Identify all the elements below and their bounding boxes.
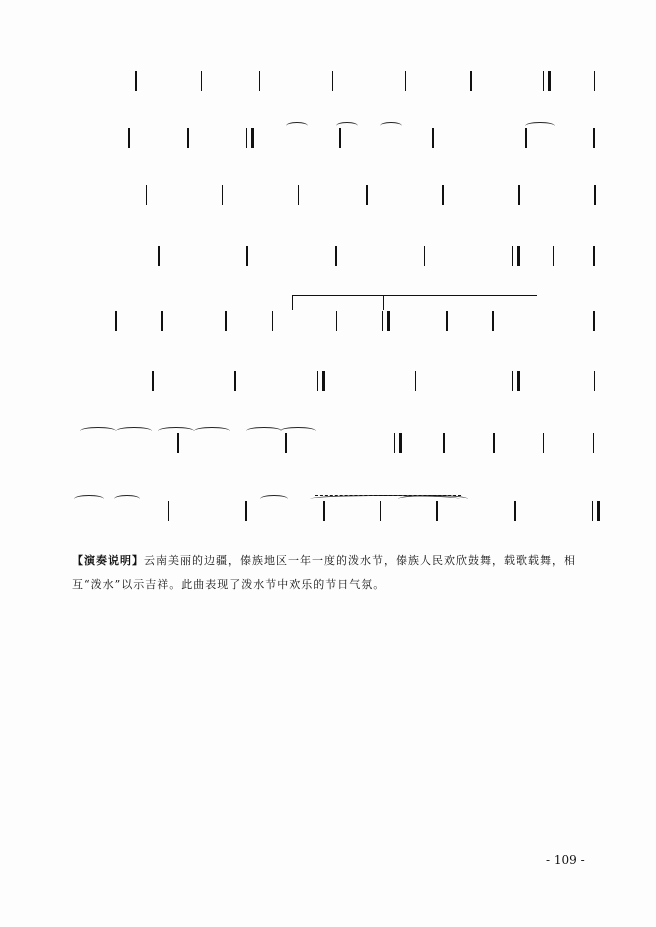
barline bbox=[543, 433, 545, 453]
barline bbox=[335, 246, 337, 266]
volta-bracket bbox=[383, 295, 537, 310]
barline bbox=[245, 501, 247, 521]
barline bbox=[201, 71, 203, 91]
barline bbox=[446, 311, 448, 331]
slur bbox=[398, 495, 468, 503]
barline bbox=[442, 185, 444, 205]
slur bbox=[158, 427, 194, 435]
slur bbox=[380, 122, 402, 130]
barline bbox=[146, 185, 148, 205]
barline bbox=[246, 246, 248, 266]
slur bbox=[260, 495, 288, 503]
barline bbox=[128, 128, 130, 148]
barline bbox=[593, 433, 595, 453]
barline bbox=[424, 246, 426, 266]
slur bbox=[336, 122, 358, 130]
barline bbox=[161, 311, 163, 331]
repeat-barline bbox=[382, 311, 390, 331]
repeat-barline bbox=[317, 371, 325, 391]
barline bbox=[593, 246, 595, 266]
score-system bbox=[0, 225, 656, 285]
barline bbox=[115, 311, 117, 331]
slur bbox=[74, 495, 104, 503]
barline bbox=[135, 71, 137, 91]
barline bbox=[298, 185, 300, 205]
barline bbox=[272, 311, 274, 331]
barline bbox=[259, 71, 261, 91]
barline bbox=[443, 433, 445, 453]
barline bbox=[514, 501, 516, 521]
barline bbox=[339, 128, 341, 148]
barline bbox=[285, 433, 287, 453]
slur bbox=[194, 427, 230, 435]
barline bbox=[405, 71, 407, 91]
barline bbox=[593, 128, 595, 148]
slur bbox=[114, 495, 140, 503]
score-system bbox=[0, 480, 656, 540]
barline bbox=[158, 246, 160, 266]
performance-notes-text: 云南美丽的边疆，傣族地区一年一度的泼水节，傣族人民欢欣鼓舞，载歌载舞，相互“泼水”以示吉祥。此曲表现了泼水节中欢乐的节日气氛。 bbox=[72, 554, 576, 591]
barline bbox=[593, 311, 595, 331]
barline bbox=[234, 371, 236, 391]
page-number: - 109 - bbox=[546, 853, 585, 867]
score-system bbox=[0, 50, 656, 110]
barline bbox=[323, 501, 325, 521]
repeat-barline bbox=[512, 371, 520, 391]
barline bbox=[168, 501, 170, 521]
barline bbox=[177, 433, 179, 453]
slur bbox=[246, 427, 282, 435]
slur bbox=[286, 122, 308, 130]
barline bbox=[594, 371, 596, 391]
barline bbox=[594, 71, 596, 91]
slur bbox=[525, 122, 555, 130]
slur bbox=[116, 427, 152, 435]
barline bbox=[432, 128, 434, 148]
barline bbox=[594, 185, 596, 205]
barline bbox=[553, 246, 555, 266]
barline bbox=[336, 311, 338, 331]
barline bbox=[415, 371, 417, 391]
repeat-barline bbox=[592, 501, 600, 521]
barline bbox=[470, 71, 472, 91]
barline bbox=[225, 311, 227, 331]
slur bbox=[280, 427, 316, 435]
slur bbox=[80, 427, 116, 435]
score-system bbox=[0, 350, 656, 410]
barline bbox=[366, 185, 368, 205]
score-system bbox=[0, 290, 656, 350]
barline bbox=[222, 185, 224, 205]
score-system bbox=[0, 164, 656, 224]
barline bbox=[380, 501, 382, 521]
barline bbox=[332, 71, 334, 91]
tempo-extension-line bbox=[315, 495, 461, 496]
barline bbox=[518, 185, 520, 205]
barline bbox=[492, 311, 494, 331]
barline bbox=[436, 501, 438, 521]
repeat-barline bbox=[512, 246, 520, 266]
repeat-barline bbox=[246, 128, 254, 148]
performance-notes bbox=[72, 549, 602, 597]
repeat-barline bbox=[543, 71, 551, 91]
score-system bbox=[0, 412, 656, 472]
score-system bbox=[0, 107, 656, 167]
barline bbox=[152, 371, 154, 391]
repeat-barline bbox=[394, 433, 402, 453]
barline bbox=[493, 433, 495, 453]
barline bbox=[525, 128, 527, 148]
performance-notes-label: 【演奏说明】 bbox=[72, 554, 144, 567]
barline bbox=[187, 128, 189, 148]
